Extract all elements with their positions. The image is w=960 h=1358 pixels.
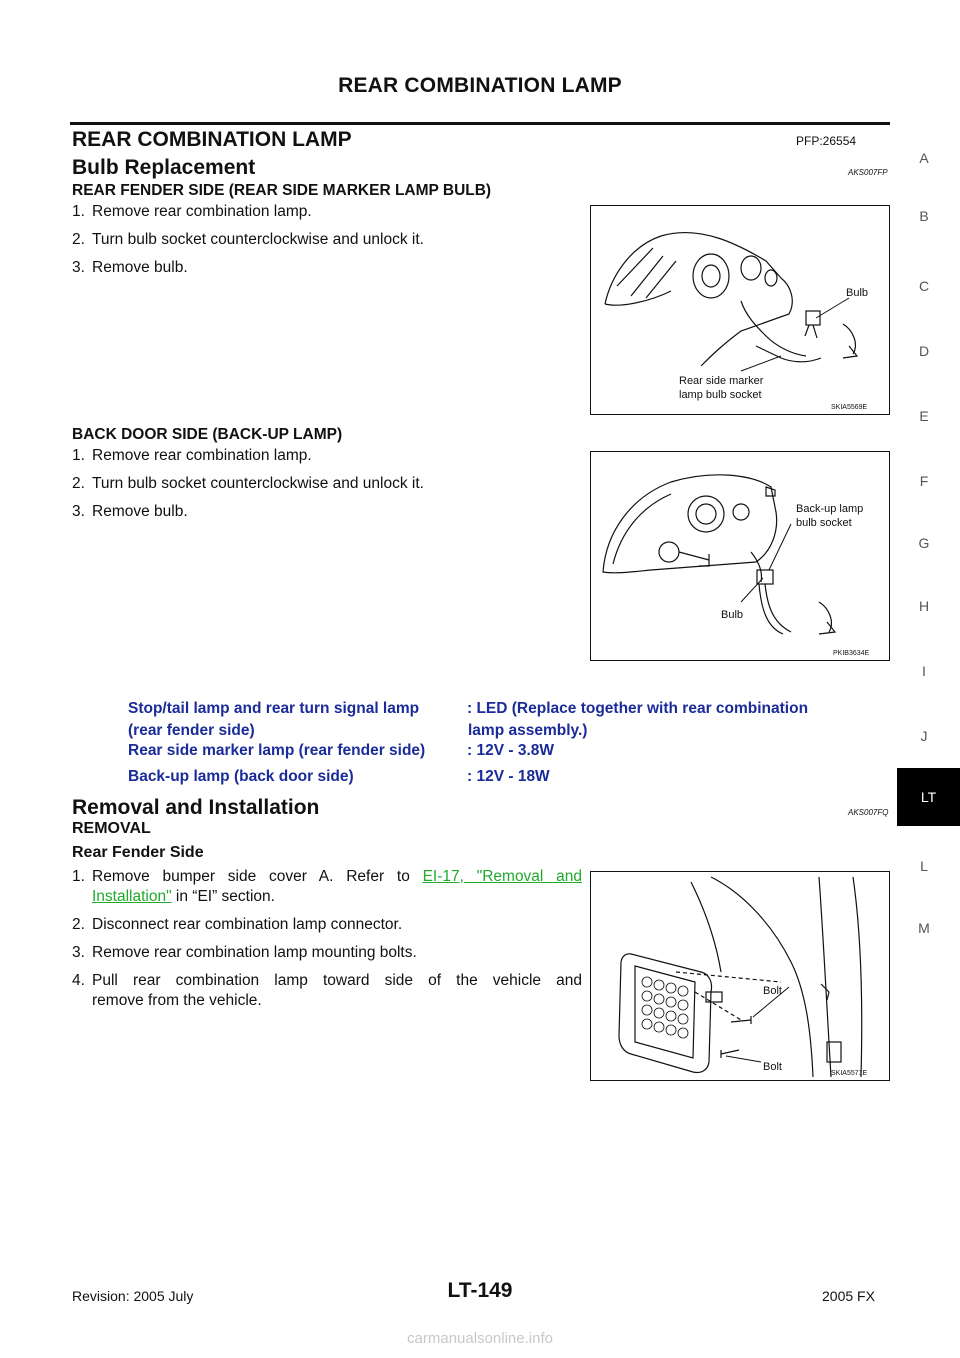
removal-installation-title: Removal and Installation: [72, 796, 320, 819]
figure-code: PKIB3634E: [833, 650, 870, 657]
index-letter-c[interactable]: C: [918, 278, 930, 294]
index-letter-l[interactable]: L: [920, 858, 928, 874]
socket-label-line2: bulb socket: [796, 517, 852, 529]
bulb-replacement-tag: AKS007FP: [848, 168, 888, 177]
rear-side-marker-illustration: [591, 206, 889, 414]
figure-back-up-lamp: [590, 451, 890, 661]
rear-fender-heading: REAR FENDER SIDE (REAR SIDE MARKER LAMP BULB): [72, 182, 492, 199]
spec-name-stop-tail: Stop/tail lamp and rear turn signal lamp (rear fender side): [128, 700, 420, 739]
bulb-label: Bulb: [846, 287, 869, 299]
spec-name-back-up: Back-up lamp (back door side): [128, 768, 354, 785]
index-letter-a[interactable]: A: [919, 150, 929, 166]
index-letter-i[interactable]: I: [922, 663, 926, 679]
spec-value-stop-tail: : LED (Replace together with rear combination lamp assembly.): [467, 700, 809, 739]
socket-label-line1: Rear side marker: [679, 375, 764, 387]
index-letter-g[interactable]: G: [918, 535, 930, 551]
list-item: 3. Remove rear combination lamp mounting bolts.: [72, 944, 417, 961]
figure-code: SKIA5571E: [831, 1070, 868, 1077]
list-item: 2. Turn bulb socket counterclockwise and unlock it.: [72, 475, 424, 492]
spec-value-back-up: : 12V - 18W: [467, 768, 550, 785]
index-letter-h[interactable]: H: [918, 598, 930, 614]
footer-model: 2005 FX: [822, 1288, 875, 1304]
back-door-steps: [72, 446, 572, 530]
index-tab-lt[interactable]: LT: [897, 768, 960, 826]
list-item: 4. Pull rear combination lamp toward side of the vehicle and remove from the vehicle.: [72, 972, 582, 1009]
socket-label-line1: Back-up lamp: [796, 503, 864, 515]
footer-page-number: LT-149: [447, 1279, 513, 1302]
removal-installation-tag: AKS007FQ: [848, 808, 889, 817]
rear-fender-side-subheading: Rear Fender Side: [72, 844, 204, 861]
index-letter-e[interactable]: E: [919, 408, 929, 424]
removal-steps: [72, 867, 582, 1019]
ei-17-link-cont[interactable]: Installation": [92, 888, 172, 905]
bolt-label-upper: Bolt: [763, 985, 782, 997]
index-letter-f[interactable]: F: [919, 473, 929, 489]
back-up-lamp-illustration: [591, 452, 889, 660]
index-letter-m[interactable]: M: [918, 920, 930, 936]
bolt-label-lower: Bolt: [763, 1061, 782, 1073]
spec-value-side-marker: : 12V - 3.8W: [467, 742, 554, 759]
list-item: 3. Remove bulb.: [72, 259, 188, 276]
spec-name-side-marker: Rear side marker lamp (rear fender side): [128, 742, 426, 759]
footer-revision: Revision: 2005 July: [72, 1288, 194, 1304]
figure-removal: [590, 871, 890, 1081]
index-letter-d[interactable]: D: [918, 343, 930, 359]
bulb-replacement-title: Bulb Replacement: [72, 156, 256, 179]
section-title: REAR COMBINATION LAMP: [72, 128, 352, 151]
index-letter-j[interactable]: J: [920, 728, 928, 744]
removal-illustration: [591, 872, 889, 1080]
rear-fender-steps: [72, 202, 572, 286]
removal-heading: REMOVAL: [72, 820, 151, 837]
list-item: 3. Remove bulb.: [72, 503, 188, 520]
section-code: PFP:26554: [796, 134, 857, 148]
index-letter-b[interactable]: B: [919, 208, 929, 224]
list-item: 1. Remove rear combination lamp.: [72, 203, 312, 220]
figure-rear-side-marker: [590, 205, 890, 415]
watermark: carmanualsonline.info: [407, 1330, 553, 1347]
back-door-heading: BACK DOOR SIDE (BACK-UP LAMP): [72, 426, 343, 443]
bulb-label: Bulb: [721, 609, 744, 621]
list-item: 1. Remove rear combination lamp.: [72, 447, 312, 464]
socket-label-line2: lamp bulb socket: [679, 389, 762, 401]
figure-code: SKIA5569E: [831, 404, 868, 411]
ei-17-link[interactable]: EI-17, "Removal and: [422, 868, 582, 885]
list-item: 1. Remove bumper side cover A. Refer to EI-17, "Removal and Installation" in “EI” section.: [72, 868, 582, 905]
header-rule: [70, 122, 890, 125]
list-item: 2. Disconnect rear combination lamp connector.: [72, 916, 403, 933]
running-header: REAR COMBINATION LAMP: [338, 74, 622, 97]
list-item: 2. Turn bulb socket counterclockwise and unlock it.: [72, 231, 424, 248]
